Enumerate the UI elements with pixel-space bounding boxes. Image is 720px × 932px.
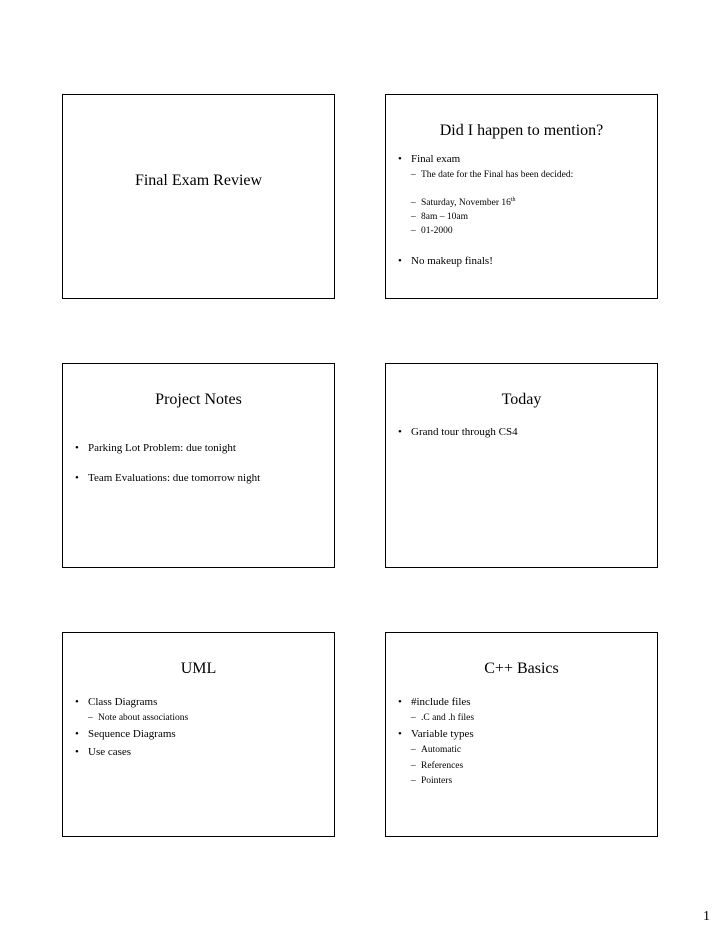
- bullet-final-exam: • Final exam: [398, 153, 460, 165]
- slide-did-i-happen-to-mention: [385, 94, 658, 299]
- bullet-include-files: • #include files: [398, 696, 471, 708]
- sub-bullet-time: – 8am – 10am: [411, 212, 468, 222]
- sub-bullet-c-h-files: – .C and .h files: [411, 713, 474, 723]
- slide-final-exam-review: [62, 94, 335, 299]
- slide-title: C++ Basics: [484, 660, 559, 677]
- sub-bullet-saturday: [411, 198, 516, 208]
- date-ordinal: th: [510, 196, 516, 203]
- slide-title: Today: [501, 391, 542, 408]
- page-number: 1: [703, 909, 710, 924]
- sub-bullet-date-decided: – The date for the Final has been decided:: [411, 170, 573, 180]
- slide-today: [385, 363, 658, 568]
- slide-title: Final Exam Review: [134, 172, 263, 189]
- slide-title: UML: [180, 660, 217, 677]
- slide-title: Project Notes: [155, 391, 242, 408]
- sub-bullet-pointers: – Pointers: [411, 776, 452, 786]
- sub-bullet-references: – References: [411, 761, 463, 771]
- bullet-use-cases: • Use cases: [75, 746, 131, 758]
- sub-bullet-automatic: – Automatic: [411, 745, 461, 755]
- bullet-no-makeup: • No makeup finals!: [398, 255, 493, 267]
- slide-uml: [62, 632, 335, 837]
- bullet-parking-lot: • Parking Lot Problem: due tonight: [75, 442, 236, 454]
- date-text: Saturday, November 16: [421, 198, 511, 208]
- slide-title: Did I happen to mention?: [439, 122, 604, 139]
- slide-cpp-basics: [385, 632, 658, 837]
- bullet-grand-tour: • Grand tour through CS4: [398, 426, 518, 438]
- bullet-sequence-diagrams: • Sequence Diagrams: [75, 728, 176, 740]
- bullet-class-diagrams: • Class Diagrams: [75, 696, 157, 708]
- sub-bullet-room: – 01-2000: [411, 226, 453, 236]
- sub-bullet-associations: – Note about associations: [88, 713, 188, 723]
- bullet-variable-types: • Variable types: [398, 728, 474, 740]
- slide-project-notes: [62, 363, 335, 568]
- bullet-team-evaluations: • Team Evaluations: due tomorrow night: [75, 472, 260, 484]
